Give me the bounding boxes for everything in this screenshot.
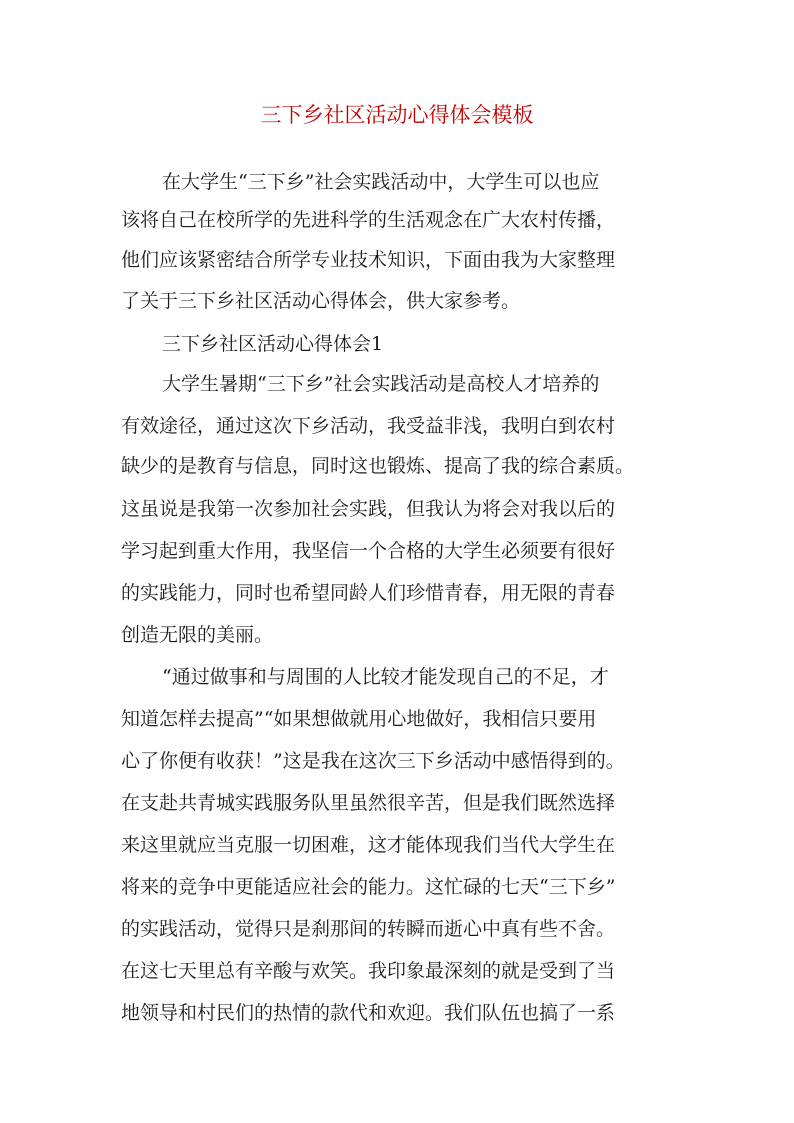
paragraph-line: 心了你便有收获！”这是我在这次三下乡活动中感悟得到的。 xyxy=(121,750,625,772)
paragraph-line: 这虽说是我第一次参加社会实践，但我认为将会对我以后的 xyxy=(121,498,616,520)
paragraph-line: 在支赴共青城实践服务队里虽然很辛苦，但是我们既然选择 xyxy=(121,792,616,814)
paragraph-line: 地领导和村民们的热情的款代和欢迎。我们队伍也搞了一系 xyxy=(121,1002,616,1024)
paragraph-line: 缺少的是教育与信息，同时这也锻炼、提高了我的综合素质。 xyxy=(121,455,635,477)
paragraph-line: 的实践能力，同时也希望同龄人们珍惜青春，用无限的青春 xyxy=(121,582,616,604)
document-title: 三下乡社区活动心得体会模板 xyxy=(260,103,534,127)
paragraph-line: 创造无限的美丽。 xyxy=(121,624,274,646)
paragraph-line: 了关于三下乡社区活动心得体会，供大家参考。 xyxy=(121,290,521,312)
paragraph-line: 的实践活动，觉得只是刹那间的转瞬而逝心中真有些不舍。 xyxy=(121,918,616,940)
paragraph-line: 他们应该紧密结合所学专业技术知识，下面由我为大家整理 xyxy=(121,249,616,271)
paragraph-line: 在这七天里总有辛酸与欢笑。我印象最深刻的就是受到了当 xyxy=(121,960,616,982)
paragraph-line: 在大学生“三下乡”社会实践活动中，大学生可以也应 xyxy=(162,171,600,193)
paragraph-line: 知道怎样去提高”“如果想做就用心地做好，我相信只要用 xyxy=(121,708,597,730)
paragraph-line: 来这里就应当克服一切困难，这才能体现我们当代大学生在 xyxy=(121,834,616,856)
paragraph-line: 大学生暑期“三下乡”社会实践活动是高校人才培养的 xyxy=(162,373,600,395)
paragraph-line: 该将自己在校所学的先进科学的生活观念在广大农村传播， xyxy=(121,209,616,231)
paragraph-line: 有效途径，通过这次下乡活动，我受益非浅，我明白到农村 xyxy=(121,415,616,437)
paragraph-line: “通过做事和与周围的人比较才能发现自己的不足，才 xyxy=(162,666,609,688)
section-heading: 三下乡社区活动心得体会1 xyxy=(162,333,384,355)
paragraph-line: 将来的竞争中更能适应社会的能力。这忙碌的七天“三下乡” xyxy=(121,876,616,898)
paragraph-line: 学习起到重大作用，我坚信一个合格的大学生必须要有很好 xyxy=(121,540,616,562)
